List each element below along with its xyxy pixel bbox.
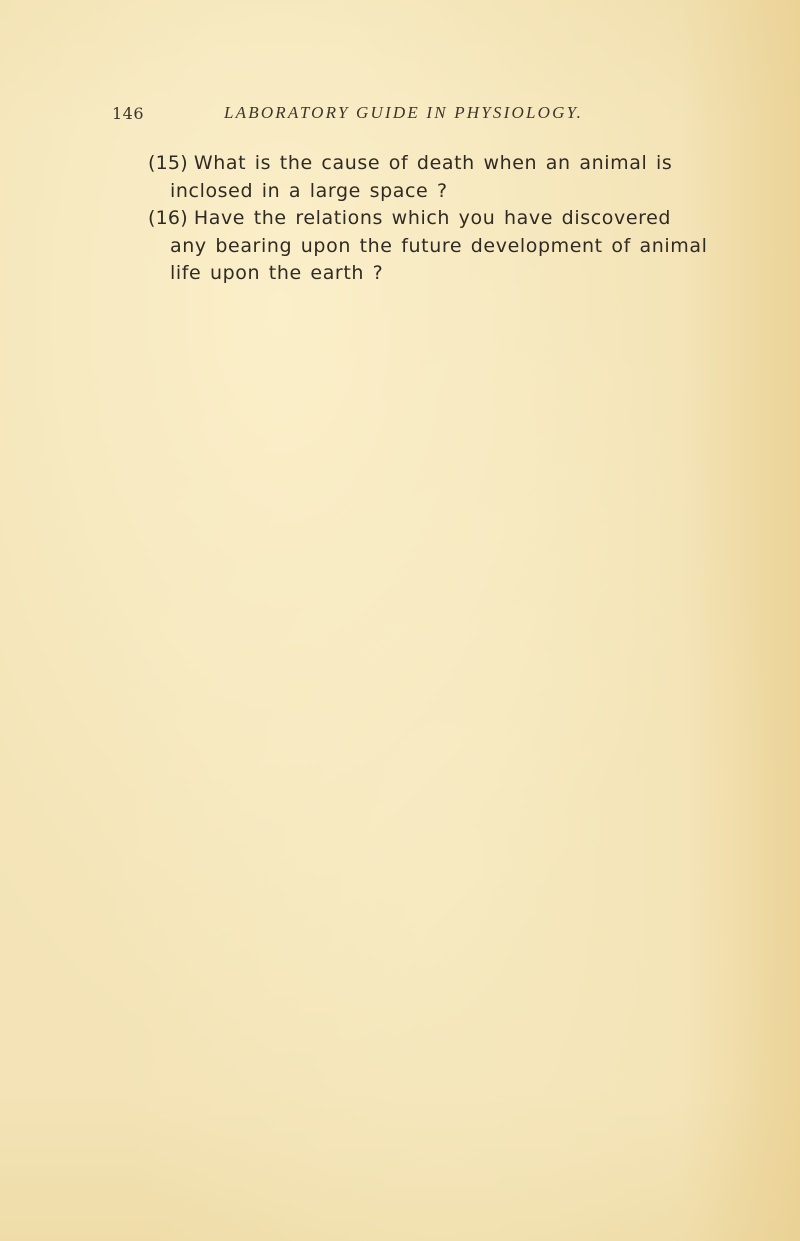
page-number: 146 (112, 104, 145, 123)
question-text-line: life upon the earth ? (170, 262, 384, 284)
question-number: (15) (148, 152, 188, 174)
question-text-line: What is the cause of death when an animal is (193, 152, 673, 174)
question-text-line: any bearing upon the future development of animal (170, 234, 708, 257)
question-list (148, 150, 748, 288)
running-title: LABORATORY GUIDE IN PHYSIOLOGY. (224, 103, 584, 122)
question-text-line: inclosed in a large space ? (170, 179, 448, 202)
question-text-line: Have the relations which you have discovered (193, 207, 672, 229)
running-head (112, 104, 672, 130)
question-15 (148, 150, 748, 205)
question-number: (16) (148, 207, 188, 229)
question-16 (148, 205, 748, 288)
